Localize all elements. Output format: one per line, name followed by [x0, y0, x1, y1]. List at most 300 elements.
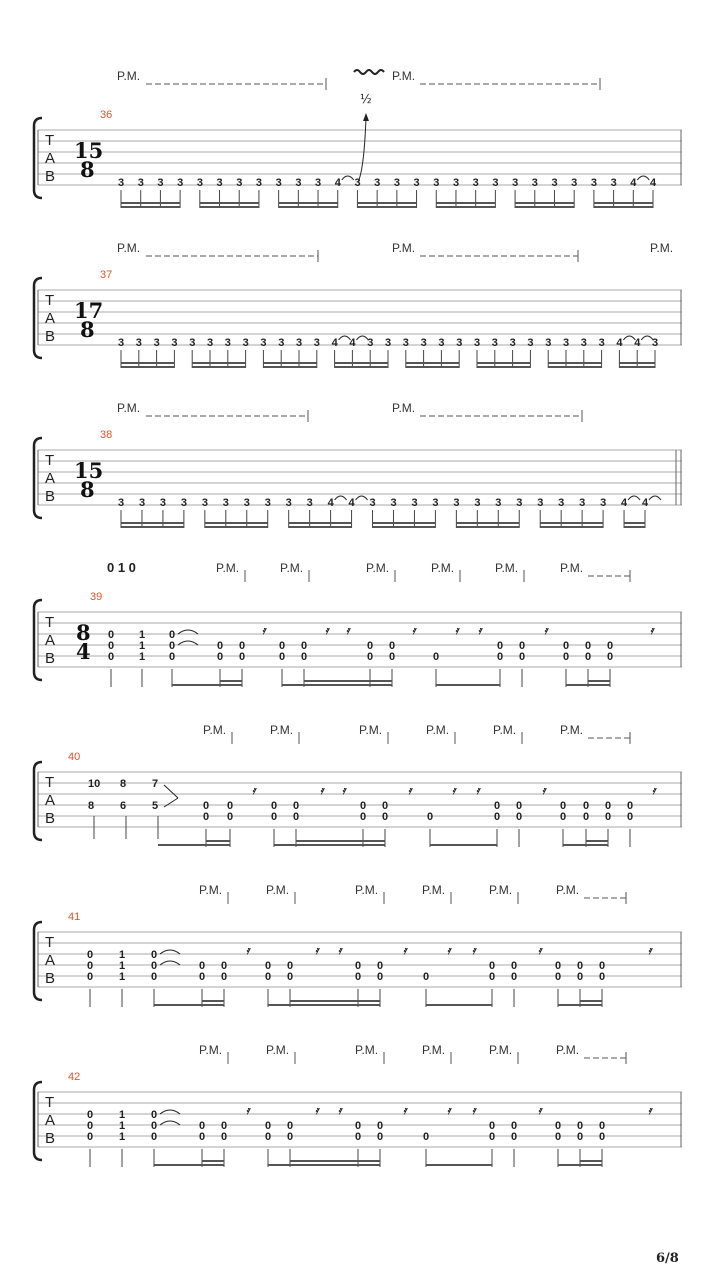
fret-number: 0	[489, 1120, 496, 1132]
fret-number: 1	[119, 1109, 126, 1121]
fret-number: 0	[577, 971, 584, 983]
staff-measure-40	[34, 723, 682, 847]
sixteenth-rest-icon: 𝄿	[650, 625, 654, 637]
fret-number: 0	[497, 651, 504, 663]
pm-row	[199, 883, 626, 904]
fret-number: 0	[585, 651, 592, 663]
pm-label: P.M.	[216, 561, 240, 575]
fret-number: 3	[196, 177, 203, 189]
fret-number: 3	[296, 337, 303, 349]
measure-number: 40	[68, 751, 81, 763]
fret-number: 10	[88, 778, 101, 790]
fret-number: 0	[355, 971, 362, 983]
fret-number: 3	[243, 497, 250, 509]
sixteenth-rest-icon: 𝄿	[246, 1105, 250, 1117]
fret-number: 3	[201, 497, 208, 509]
time-signature-bottom: 8	[80, 157, 95, 182]
fret-number: 3	[374, 177, 381, 189]
tie-arc	[628, 496, 640, 500]
pm-label: P.M.	[117, 401, 141, 415]
sixteenth-rest-icon: 𝄿	[447, 1105, 451, 1117]
fret-number: 5	[152, 800, 159, 812]
fret-number: 3	[278, 337, 285, 349]
fret-number: 3	[180, 497, 188, 509]
fret-number: 3	[285, 497, 292, 509]
pm-label: P.M.	[426, 723, 450, 737]
fret-number: 3	[236, 177, 243, 189]
chord-annotation: 0 1 0	[107, 560, 136, 575]
pm-label: P.M.	[489, 883, 513, 897]
beam-group	[121, 510, 645, 528]
fret-number: 0	[423, 971, 430, 983]
fret-number: 0	[583, 800, 590, 812]
fret-number: 0	[287, 971, 294, 983]
tie-arc	[178, 641, 198, 645]
fret-number: 1	[119, 1120, 126, 1132]
fret-number: 3	[207, 337, 214, 349]
fret-number: 3	[118, 177, 125, 189]
time-signature-bottom: 8	[80, 317, 95, 342]
fret-number: 3	[516, 497, 523, 509]
vibrato-icon	[354, 70, 384, 74]
bend-amount: ½	[360, 92, 372, 106]
fret-number: 0	[607, 651, 614, 663]
fret-number: 4	[616, 337, 623, 349]
fret-number: 3	[118, 337, 125, 349]
fret-number: 4	[634, 337, 641, 349]
time-signature-top: 15	[74, 458, 104, 483]
fret-number: 3	[411, 497, 418, 509]
fret-number: 0	[423, 1131, 430, 1143]
fret-number: 0	[516, 800, 523, 812]
fret-number: 3	[472, 177, 479, 189]
fret-number: 0	[489, 960, 496, 972]
note-row	[88, 778, 657, 847]
sixteenth-rest-icon: 𝄿	[648, 945, 652, 957]
fret-number: 0	[151, 1120, 158, 1132]
pm-label: P.M.	[117, 241, 141, 255]
tab-letter-t: T	[45, 934, 55, 951]
fret-number: 0	[605, 811, 612, 823]
pm-label: P.M.	[493, 723, 517, 737]
beam-group	[121, 350, 655, 368]
fret-number: 0	[627, 811, 634, 823]
fret-number: 0	[151, 971, 158, 983]
fret-number: 0	[287, 960, 294, 972]
beam-group	[121, 190, 653, 208]
slide-mark	[164, 798, 178, 807]
fret-number: 0	[497, 640, 504, 652]
fret-number: 3	[474, 337, 481, 349]
fret-number: 0	[519, 640, 526, 652]
sixteenth-rest-icon: 𝄿	[315, 945, 319, 957]
tab-letter-a: A	[45, 632, 56, 649]
pm-label: P.M.	[422, 1043, 446, 1057]
staff-measure-39	[34, 560, 682, 687]
fret-number: 4	[348, 497, 355, 509]
fret-number: 0	[265, 971, 272, 983]
sixteenth-rest-icon: 𝄿	[472, 1105, 476, 1117]
sixteenth-rest-icon: 𝄿	[246, 945, 250, 957]
tab-letter-t: T	[45, 292, 55, 309]
fret-number: 3	[413, 177, 420, 189]
sixteenth-rest-icon: 𝄿	[455, 625, 459, 637]
sixteenth-rest-icon: 𝄿	[320, 785, 324, 797]
fret-number: 0	[494, 811, 501, 823]
fret-number: 3	[255, 177, 263, 189]
fret-number: 0	[555, 1131, 562, 1143]
fret-number: 3	[390, 497, 397, 509]
fret-number: 3	[491, 337, 498, 349]
fret-number: 0	[377, 960, 384, 972]
fret-number: 0	[360, 800, 367, 812]
fret-number: 3	[189, 337, 196, 349]
tab-letter-b: B	[45, 1130, 56, 1147]
fret-number: 0	[87, 1131, 94, 1143]
fret-number: 3	[512, 177, 519, 189]
fret-number: 0	[489, 971, 496, 983]
fret-number: 0	[199, 1131, 206, 1143]
sixteenth-rest-icon: 𝄿	[338, 1105, 342, 1117]
fret-number: 0	[87, 1120, 94, 1132]
note-row	[118, 496, 661, 509]
page-number: 6/8	[656, 1251, 679, 1266]
sixteenth-rest-icon: 𝄿	[652, 785, 656, 797]
fret-number: 0	[494, 800, 501, 812]
fret-number: 0	[367, 651, 374, 663]
fret-number: 3	[527, 337, 534, 349]
fret-number: 0	[199, 1120, 206, 1132]
fret-number: 0	[511, 971, 518, 983]
measure-number: 38	[100, 429, 113, 441]
fret-number: 0	[151, 960, 158, 972]
fret-number: 0	[227, 811, 234, 823]
sixteenth-rest-icon: 𝄿	[262, 625, 266, 637]
fret-number: 3	[367, 337, 374, 349]
fret-number: 3	[177, 177, 184, 189]
fret-number: 3	[456, 337, 463, 349]
measure-number: 37	[100, 269, 113, 281]
fret-number: 0	[217, 640, 224, 652]
fret-number: 3	[474, 497, 481, 509]
fret-number: 0	[301, 651, 308, 663]
tie-arc	[160, 950, 180, 954]
pm-label: P.M.	[392, 69, 416, 83]
pm-row	[199, 1043, 626, 1064]
staff-measure-41	[34, 883, 682, 1007]
fret-number: 0	[87, 1109, 94, 1121]
fret-number: 0	[221, 960, 228, 972]
tab-letter-t: T	[45, 1094, 55, 1111]
tab-letter-a: A	[45, 310, 56, 327]
fret-number: 3	[393, 177, 400, 189]
fret-number: 0	[511, 960, 518, 972]
fret-number: 4	[621, 497, 628, 509]
tab-letter-b: B	[45, 970, 56, 987]
fret-number: 1	[119, 971, 126, 983]
pm-label: P.M.	[355, 883, 379, 897]
fret-number: 1	[139, 640, 146, 652]
slide-mark	[164, 785, 178, 798]
fret-number: 0	[563, 640, 570, 652]
tie-arc	[335, 496, 347, 500]
measure-number: 39	[90, 591, 103, 603]
fret-number: 0	[511, 1131, 518, 1143]
sixteenth-rest-icon: 𝄿	[342, 785, 346, 797]
fret-number: 8	[120, 778, 127, 790]
sixteenth-rest-icon: 𝄿	[538, 1105, 542, 1117]
fret-number: 0	[151, 949, 158, 961]
bend-arrow	[358, 113, 369, 182]
fret-number: 0	[301, 640, 308, 652]
sixteenth-rest-icon: 𝄿	[338, 945, 342, 957]
tie-arc	[160, 1121, 180, 1125]
tie-arc	[160, 1110, 180, 1114]
pm-label: P.M.	[199, 1043, 223, 1057]
fret-number: 1	[119, 960, 126, 972]
fret-number: 0	[279, 640, 286, 652]
fret-number: 3	[579, 497, 586, 509]
tab-letter-b: B	[45, 168, 56, 185]
fret-number: 3	[222, 497, 229, 509]
fret-number: 3	[495, 497, 502, 509]
fret-number: 0	[279, 651, 286, 663]
sixteenth-rest-icon: 𝄿	[408, 785, 412, 797]
fret-number: 3	[242, 337, 249, 349]
fret-number: 0	[169, 651, 176, 663]
fret-number: 0	[555, 971, 562, 983]
fret-number: 0	[87, 971, 94, 983]
fret-number: 3	[153, 337, 160, 349]
fret-number: 0	[355, 960, 362, 972]
pm-label: P.M.	[355, 1043, 379, 1057]
fret-number: 3	[275, 177, 282, 189]
pm-label: P.M.	[117, 69, 141, 83]
fret-number: 0	[169, 640, 176, 652]
fret-number: 1	[119, 949, 126, 961]
tab-letter-t: T	[45, 132, 55, 149]
fret-number: 4	[349, 337, 356, 349]
fret-number: 3	[610, 177, 617, 189]
pm-label: P.M.	[359, 723, 383, 737]
tab-letter-a: A	[45, 792, 56, 809]
note-row	[118, 176, 657, 189]
fret-number: 3	[590, 177, 598, 189]
fret-number: 0	[360, 811, 367, 823]
sixteenth-rest-icon: 𝄿	[403, 1105, 407, 1117]
fret-number: 0	[221, 1120, 228, 1132]
fret-number: 0	[599, 960, 606, 972]
measure-number: 41	[68, 911, 81, 923]
fret-number: 0	[377, 1120, 384, 1132]
fret-number: 0	[555, 1120, 562, 1132]
pm-label: P.M.	[560, 561, 584, 575]
pm-label: P.M.	[270, 723, 294, 737]
fret-number: 3	[492, 177, 499, 189]
sixteenth-rest-icon: 𝄿	[478, 625, 482, 637]
measure-number: 42	[68, 1071, 81, 1083]
fret-number: 4	[650, 177, 657, 189]
pm-label: P.M.	[199, 883, 223, 897]
fret-number: 0	[151, 1109, 158, 1121]
fret-number: 0	[293, 811, 300, 823]
fret-number: 0	[627, 800, 634, 812]
tab-letter-b: B	[45, 810, 56, 827]
fret-number: 0	[389, 651, 396, 663]
pm-label: P.M.	[431, 561, 455, 575]
fret-number: 0	[607, 640, 614, 652]
fret-number: 3	[571, 177, 578, 189]
fret-number: 0	[599, 1120, 606, 1132]
sixteenth-rest-icon: 𝄿	[452, 785, 456, 797]
fret-number: 3	[159, 497, 167, 509]
fret-number: 3	[137, 177, 144, 189]
fret-number: 3	[135, 337, 142, 349]
sixteenth-rest-icon: 𝄿	[412, 625, 416, 637]
fret-number: 0	[221, 971, 228, 983]
tab-letter-a: A	[45, 470, 56, 487]
fret-number: 0	[265, 960, 272, 972]
fret-number: 3	[171, 337, 178, 349]
fret-number: 6	[120, 800, 127, 812]
fret-number: 0	[519, 651, 526, 663]
fret-number: 0	[367, 640, 374, 652]
fret-number: 3	[295, 177, 302, 189]
fret-number: 0	[389, 640, 396, 652]
fret-number: 3	[438, 337, 445, 349]
fret-number: 3	[600, 497, 607, 509]
pm-label: P.M.	[495, 561, 519, 575]
fret-number: 0	[511, 1120, 518, 1132]
fret-number: 0	[382, 800, 389, 812]
fret-number: 3	[420, 337, 427, 349]
tab-letter-a: A	[45, 952, 56, 969]
pm-label: P.M.	[266, 883, 290, 897]
fret-number: 3	[369, 497, 376, 509]
sixteenth-rest-icon: 𝄿	[542, 785, 546, 797]
tab-letter-b: B	[45, 650, 56, 667]
fret-number: 4	[630, 177, 637, 189]
fret-number: 3	[433, 177, 440, 189]
fret-number: 0	[377, 971, 384, 983]
fret-number: 1	[139, 651, 146, 663]
fret-number: 3	[313, 337, 320, 349]
fret-number: 0	[577, 1120, 584, 1132]
fret-number: 0	[489, 1131, 496, 1143]
sixteenth-rest-icon: 𝄿	[538, 945, 542, 957]
fret-number: 3	[354, 177, 361, 189]
tie-arc	[637, 176, 649, 180]
tie-arc	[178, 630, 198, 634]
fret-number: 0	[555, 960, 562, 972]
tie-arc	[160, 961, 180, 965]
fret-number: 0	[265, 1131, 272, 1143]
fret-number: 0	[221, 1131, 228, 1143]
tab-letter-b: B	[45, 488, 56, 505]
sixteenth-rest-icon: 𝄿	[472, 945, 476, 957]
fret-number: 0	[203, 800, 210, 812]
sixteenth-rest-icon: 𝄿	[403, 945, 407, 957]
fret-number: 0	[599, 971, 606, 983]
fret-number: 0	[560, 800, 567, 812]
fret-number: 3	[563, 337, 570, 349]
pm-label: P.M.	[266, 1043, 290, 1057]
staff-measure-37	[34, 241, 682, 368]
fret-number: 0	[377, 1131, 384, 1143]
staff-measure-38	[34, 401, 682, 528]
fret-number: 0	[203, 811, 210, 823]
fret-number: 4	[331, 337, 338, 349]
tab-letter-t: T	[45, 614, 55, 631]
fret-number: 3	[402, 337, 409, 349]
fret-number: 0	[265, 1120, 272, 1132]
fret-number: 3	[652, 337, 659, 349]
fret-number: 0	[516, 811, 523, 823]
sixteenth-rest-icon: 𝄿	[544, 625, 548, 637]
fret-number: 0	[87, 949, 94, 961]
sixteenth-rest-icon: 𝄿	[346, 625, 350, 637]
fret-number: 3	[453, 497, 460, 509]
fret-number: 0	[227, 800, 234, 812]
fret-number: 0	[427, 811, 434, 823]
fret-number: 0	[599, 1131, 606, 1143]
fret-number: 0	[108, 640, 115, 652]
pm-label: P.M.	[489, 1043, 513, 1057]
tie-arc	[649, 496, 661, 500]
fret-number: 0	[169, 629, 176, 641]
fret-number: 0	[577, 960, 584, 972]
fret-number: 3	[537, 497, 544, 509]
staff-measure-42	[34, 1043, 682, 1167]
fret-number: 3	[216, 177, 223, 189]
fret-number: 8	[88, 800, 95, 812]
pm-row	[203, 723, 630, 744]
time-signature-top: 8	[76, 620, 91, 645]
fret-number: 1	[139, 629, 146, 641]
fret-number: 0	[563, 651, 570, 663]
fret-number: 0	[577, 1131, 584, 1143]
pm-label: P.M.	[560, 723, 584, 737]
pm-label: P.M.	[422, 883, 446, 897]
staff-measure-36	[34, 69, 682, 208]
fret-number: 0	[199, 960, 206, 972]
fret-number: 3	[551, 177, 558, 189]
fret-number: 0	[199, 971, 206, 983]
fret-number: 3	[157, 177, 164, 189]
fret-number: 3	[385, 337, 392, 349]
time-signature-bottom: 8	[80, 477, 95, 502]
tab-letter-b: B	[45, 328, 56, 345]
fret-number: 0	[151, 1131, 158, 1143]
time-signature-top: 17	[74, 298, 104, 323]
fret-number: 3	[580, 337, 587, 349]
fret-number: 1	[119, 1131, 126, 1143]
pm-label: P.M.	[556, 1043, 580, 1057]
fret-number: 0	[87, 960, 94, 972]
sixteenth-rest-icon: 𝄿	[447, 945, 451, 957]
fret-number: 3	[558, 497, 565, 509]
tab-letter-a: A	[45, 1112, 56, 1129]
pm-label: P.M.	[556, 883, 580, 897]
fret-number: 0	[355, 1120, 362, 1132]
fret-number: 3	[224, 337, 231, 349]
sixteenth-rest-icon: 𝄿	[648, 1105, 652, 1117]
fret-number: 0	[108, 629, 115, 641]
pm-label: P.M.	[203, 723, 227, 737]
pm-label: P.M.	[392, 241, 416, 255]
fret-number: 3	[531, 177, 538, 189]
fret-number: 0	[217, 651, 224, 663]
